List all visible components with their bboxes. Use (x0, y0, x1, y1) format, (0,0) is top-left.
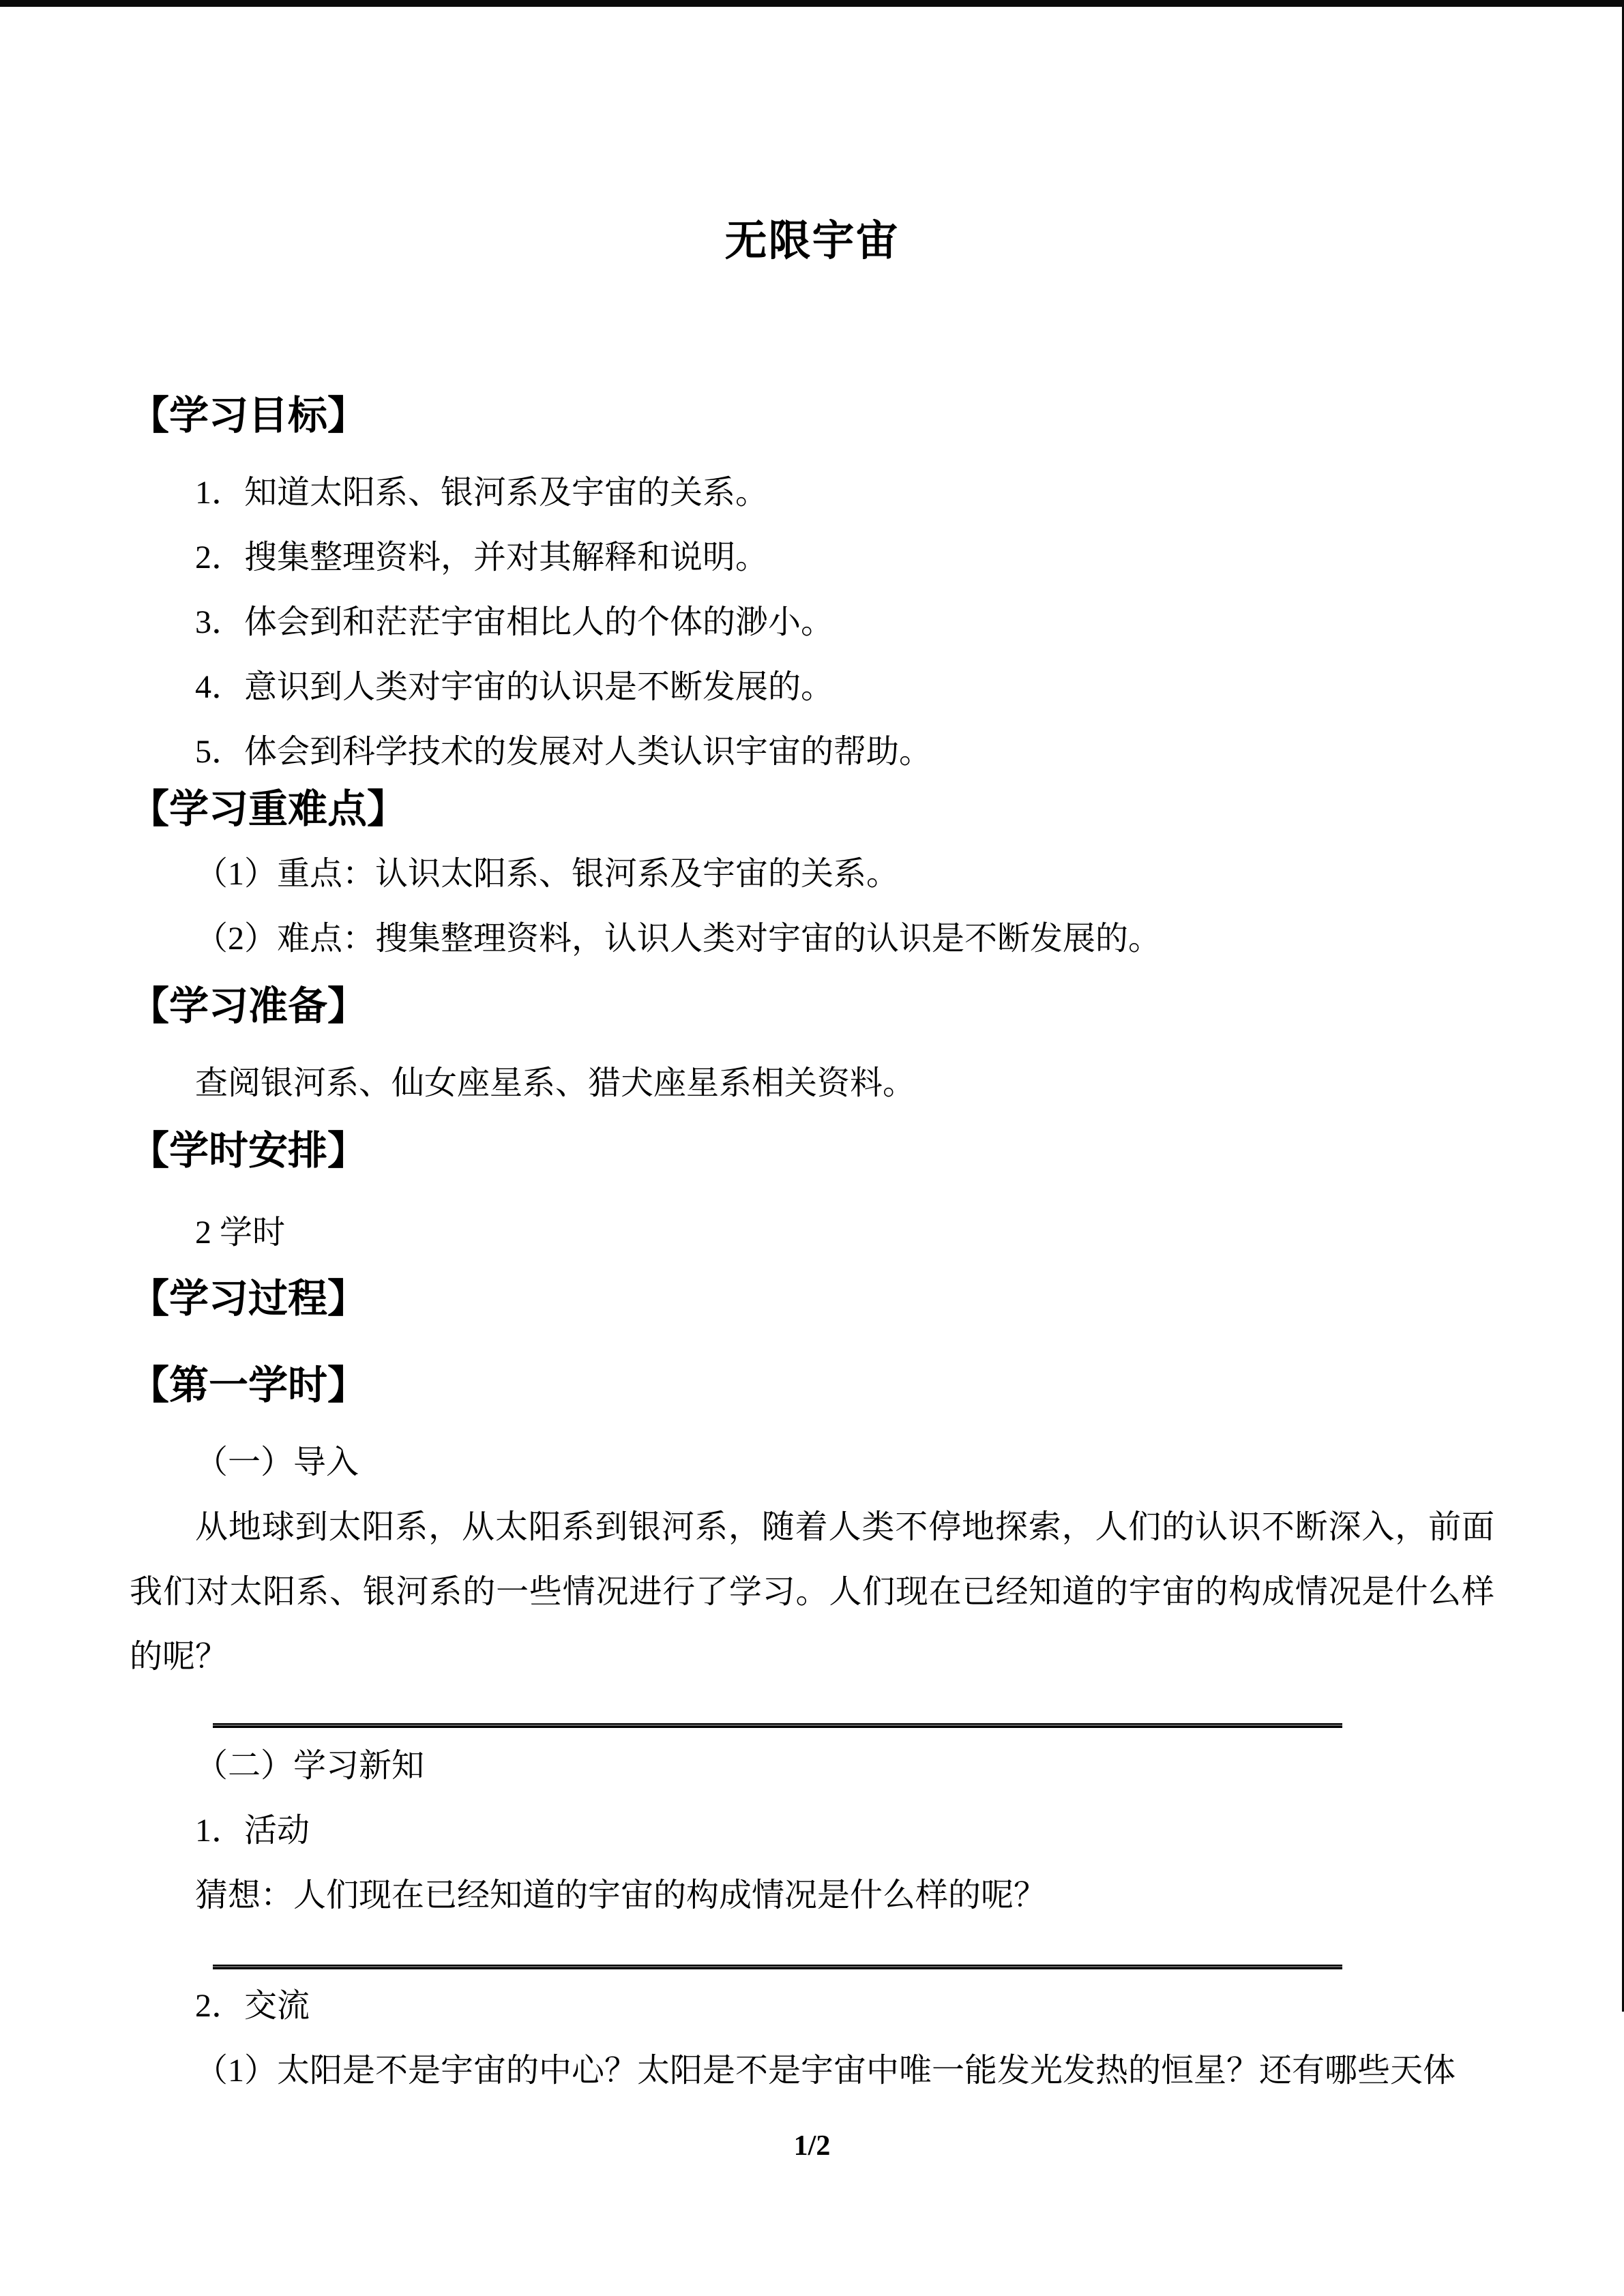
page-title: 无限宇宙 (724, 218, 900, 265)
section-divider (213, 1723, 1342, 1728)
scan-top-border (0, 0, 1624, 7)
section-divider (213, 1965, 1342, 1969)
goal-item: 3．体会到和茫茫宇宙相比人的个体的渺小。 (195, 604, 834, 640)
preparation-body: 查阅银河系、仙女座星系、猎犬座星系相关资料。 (195, 1065, 916, 1101)
section-heading-schedule: 【学时安排】 (130, 1129, 368, 1173)
goal-item: 2．搜集整理资料，并对其解释和说明。 (195, 539, 769, 576)
section-heading-lesson-one: 【第一学时】 (130, 1363, 368, 1407)
question-1: （1）太阳是不是宇宙的中心？太阳是不是宇宙中唯一能发光发热的恒星？还有哪些天体 (195, 2053, 1456, 2089)
exchange-block (130, 1973, 1494, 2103)
key-point-item: （2）难点：搜集整理资料，认识人类对宇宙的认识是不断发展的。 (195, 921, 1162, 957)
intro-label: （一）导入 (195, 1444, 359, 1480)
goal-item: 5．体会到科学技术的发展对人类认识宇宙的帮助。 (195, 734, 932, 770)
goals-list (130, 460, 1494, 784)
guess-line: 猜想：人们现在已经知道的宇宙的构成情况是什么样的呢？ (195, 1877, 1047, 1913)
section-heading-goals: 【学习目标】 (130, 393, 368, 438)
section-heading-process: 【学习过程】 (130, 1277, 368, 1321)
document-page (0, 7, 1624, 2164)
page-number: 1/2 (793, 2130, 831, 2162)
new-knowledge-label: （二）学习新知 (195, 1748, 425, 1784)
key-point-item: （1）重点：认识太阳系、银河系及宇宙的关系。 (195, 856, 900, 892)
goal-item: 4．意识到人类对宇宙的认识是不断发展的。 (195, 669, 834, 705)
activity-label: 1．活动 (195, 1813, 310, 1849)
section-heading-key-points: 【学习重难点】 (130, 787, 407, 831)
schedule-body: 2 学时 (195, 1214, 286, 1251)
key-points-list (130, 841, 1494, 971)
new-knowledge-block (130, 1733, 1494, 1928)
section-heading-preparation: 【学习准备】 (130, 984, 368, 1028)
intro-paragraph: 从地球到太阳系，从太阳系到银河系，随着人类不停地探索，人们的认识不断深入，前面我们对太阳系、银河系的一些情况进行了学习。人们现在已经知道的宇宙的构成情况是什么样的呢？ (130, 1509, 1494, 1675)
goal-item: 1．知道太阳系、银河系及宇宙的关系。 (195, 475, 769, 511)
exchange-label: 2．交流 (195, 1988, 310, 2024)
